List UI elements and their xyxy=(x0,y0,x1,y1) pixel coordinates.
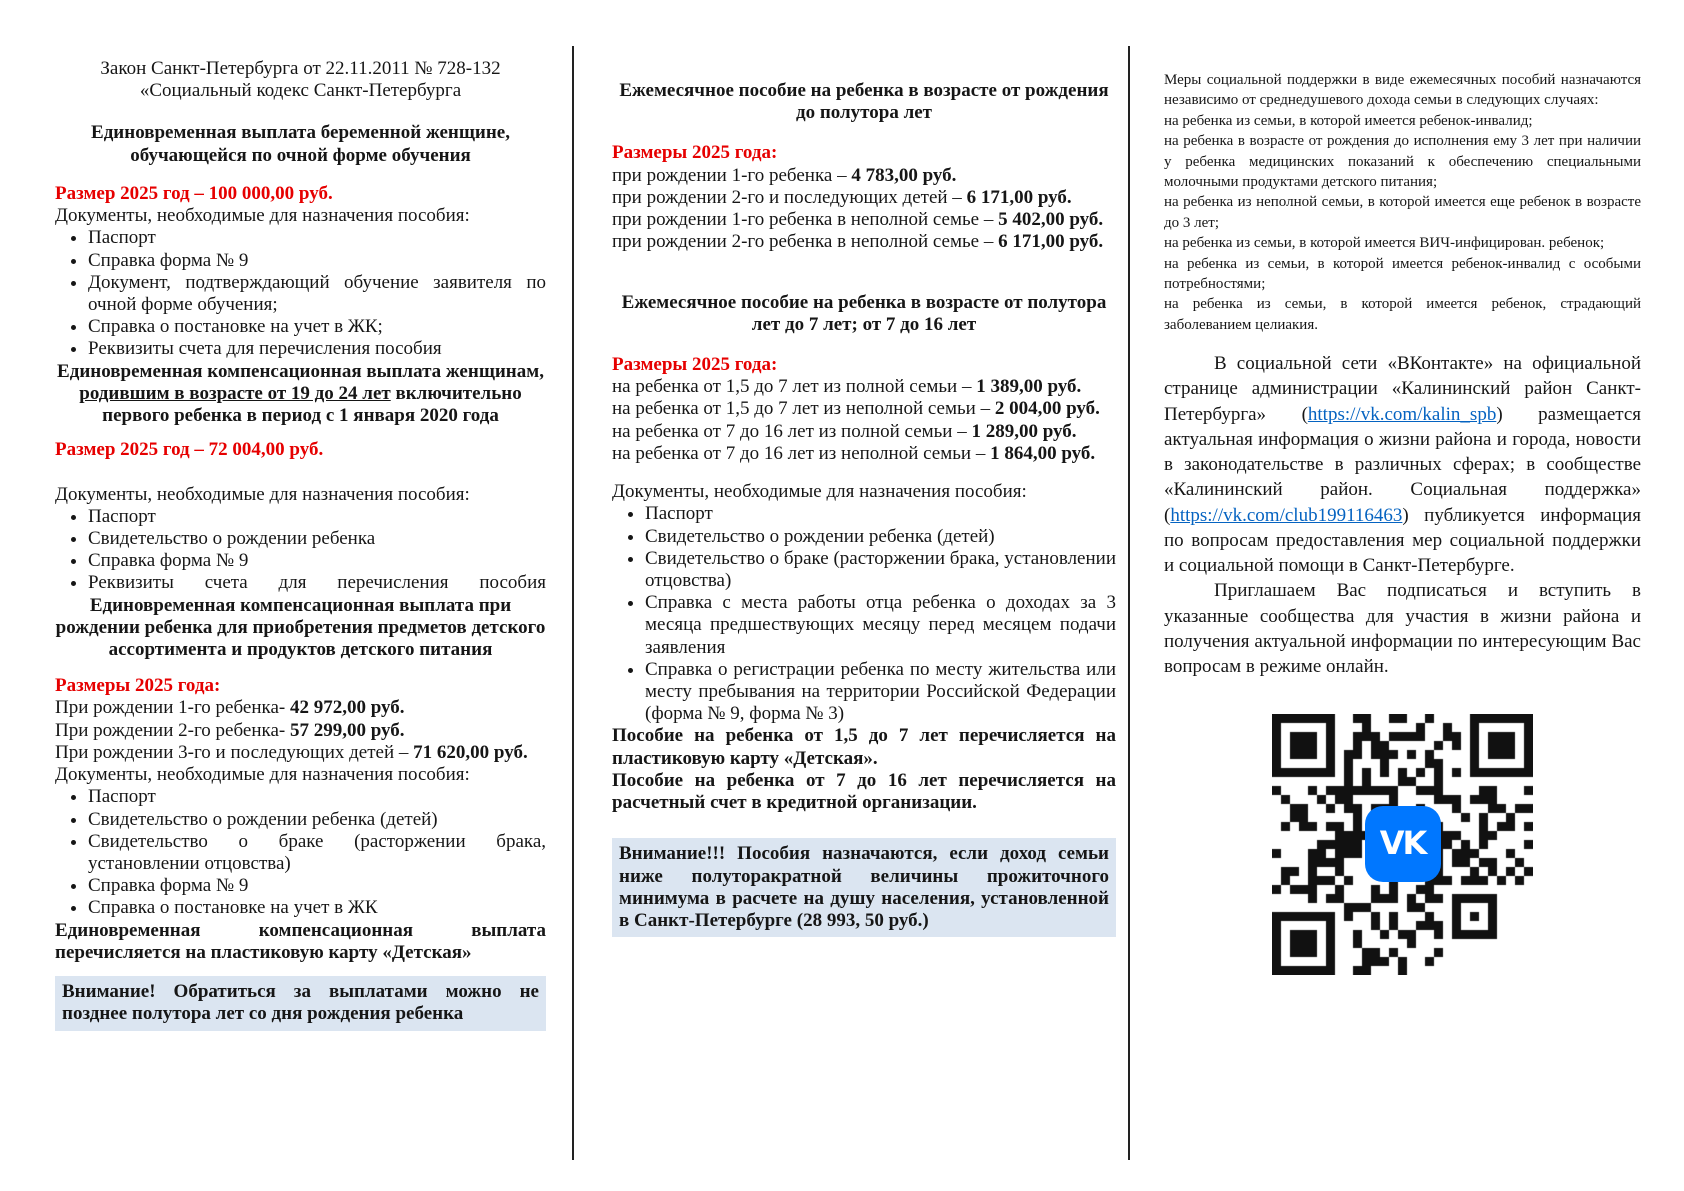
list-item: • Паспорт xyxy=(88,786,546,808)
vk-link-club[interactable]: https://vk.com/club199116463 xyxy=(1170,504,1403,526)
docs-list xyxy=(55,227,546,360)
list-item: • Паспорт xyxy=(645,503,1116,525)
list-item: • Свидетельство о рождении ребенка xyxy=(88,528,546,550)
docs-label: Документы, необходимые для назначения пособия: xyxy=(55,205,470,227)
size-lines xyxy=(612,376,1116,465)
size-line xyxy=(612,231,1116,253)
size-line xyxy=(612,398,1116,420)
vk-link-kalin[interactable]: https://vk.com/kalin_spb xyxy=(1307,403,1497,425)
size-line-text: При рождении 3-го и последующих детей – xyxy=(55,741,414,763)
size-line xyxy=(612,187,1116,209)
size-line xyxy=(612,209,1116,231)
size-line-text: При рождении 1-го ребенка- xyxy=(55,697,290,719)
transfer-note: Единовременная компенсационная выплата перечисляется на пластиковую карту «Детская» xyxy=(55,919,546,963)
docs-list xyxy=(612,503,1116,725)
amount-value: 42 972,00 руб. xyxy=(289,697,405,719)
size-line-text: на ребенка от 7 до 16 лет из неполной семьи – xyxy=(612,442,991,464)
transfer-note-card: Пособие на ребенка от 1,5 до 7 лет перечисляется на пластиковую карту «Детская». xyxy=(612,725,1116,769)
column-first xyxy=(55,58,546,1031)
intro-block xyxy=(1164,70,1641,335)
column-second xyxy=(612,80,1116,937)
list-item: • Справка форма № 9 xyxy=(88,875,546,897)
attention-note: Внимание!!! Пособия назначаются, если доход семьи ниже полуторакратной величины прожиточного минимума в расчете на душу населения, установленной в Санкт-Петербурге (28 993, 50 руб.) xyxy=(612,838,1116,937)
column-divider-right xyxy=(1128,46,1130,1160)
size-line-text: на ребенка от 7 до 16 лет из полной семьи – xyxy=(612,420,972,442)
sizes-label: Размеры 2025 года: xyxy=(612,353,778,375)
size-line-text: при рождении 2-го и последующих детей – xyxy=(612,186,967,208)
list-item: • Справка форма № 9 xyxy=(88,250,546,272)
amount-value: 4 783,00 руб. xyxy=(851,164,957,186)
list-item: • Свидетельство о браке (расторжении брака, установлении отцовства) xyxy=(88,831,546,875)
heading-underlined-text: родившим в возрасте от 19 до 24 лет xyxy=(79,382,391,404)
attention-note: Внимание! Обратиться за выплатами можно не позднее полутора лет со дня рождения ребенка xyxy=(55,976,546,1030)
intro-paragraph: на ребенка в возрасте от рождения до исполнения ему 3 лет при наличии у ребенка медицинских показаний к обеспечению специальными молочными продуктами детского питания; xyxy=(1164,133,1641,190)
size-line xyxy=(612,443,1116,465)
size-line xyxy=(55,742,546,764)
benefit-amount: Размер 2025 год – 100 000,00 руб. xyxy=(55,182,333,204)
size-lines xyxy=(55,697,546,764)
amount-value: 6 171,00 руб. xyxy=(966,186,1072,208)
intro-paragraph: на ребенка из неполной семьи, в которой имеется еще ребенок в возрасте до 3 лет; xyxy=(1164,194,1641,231)
section-heading-monthly-0-1-5: Ежемесячное пособие на ребенка в возрасте от рождения до полутора лет xyxy=(619,80,1109,124)
list-item: • Справка о постановке на учет в ЖК xyxy=(88,897,546,919)
size-lines xyxy=(612,165,1116,254)
vk-logo: VK xyxy=(1365,806,1441,882)
list-item: • Свидетельство о браке (расторжении брака, установлении отцовства) xyxy=(645,548,1116,592)
list-item: • Документ, подтверждающий обучение заявителя по очной форме обучения; xyxy=(88,272,546,316)
intro-paragraph: на ребенка из семьи, в которой имеется ребенок, страдающий заболеванием целиакия. xyxy=(1164,296,1641,333)
list-item: • Реквизиты счета для перечисления пособия xyxy=(88,338,546,360)
benefit-amount: Размер 2025 год – 72 004,00 руб. xyxy=(55,439,324,461)
size-line-text: на ребенка от 1,5 до 7 лет из полной семьи – xyxy=(612,376,977,398)
section-heading-birth-payment: Единовременная компенсационная выплата при рождении ребенка для приобретения предметов детского ассортимента и продуктов детского питания xyxy=(55,594,546,661)
amount-value: 1 289,00 руб. xyxy=(971,420,1077,442)
amount-value: 57 299,00 руб. xyxy=(289,719,405,741)
vk-paragraph xyxy=(1164,351,1641,578)
list-item: • Справка о постановке на учет в ЖК; xyxy=(88,316,546,338)
amount-value: 1 864,00 руб. xyxy=(990,442,1096,464)
size-line xyxy=(612,421,1116,443)
size-line xyxy=(612,376,1116,398)
amount-value: 2 004,00 руб. xyxy=(994,398,1100,420)
list-item: • Справка форма № 9 xyxy=(88,550,546,572)
amount-value: 6 171,00 руб. xyxy=(998,231,1104,253)
intro-paragraph: на ребенка из семьи, в которой имеется ребенок-инвалид с особыми потребностями; xyxy=(1164,255,1641,292)
vk-paragraph-text: ) публикуется информация по вопросам предоставления мер социальной поддержки и социальной помощи в Санкт-Петербурге. xyxy=(1164,504,1641,577)
list-item: • Справка с места работы отца ребенка о доходах за 3 месяца предшествующих месяцу перед месяцем подачи заявления xyxy=(645,592,1116,659)
vk-paragraph-text: ) размещается актуальная информация о жизни района и города, новости в законодательстве в различных сферах; в сообществе «Калининский район. Социальная поддержка» ( xyxy=(1164,403,1641,526)
heading-text: Единовременная компенсационная выплата женщинам, xyxy=(57,360,544,382)
list-item: • Справка о регистрации ребенка по месту жительства или месту пребывания на территории Российской Федерации (форма № 9, форма № 3) xyxy=(645,659,1116,726)
docs-list xyxy=(55,786,546,919)
law-title-line2: «Социальный кодекс Санкт-Петербурга xyxy=(139,80,462,102)
sizes-label: Размеры 2025 года: xyxy=(55,675,221,697)
column-third xyxy=(1164,70,1641,975)
vk-paragraph-text: В социальной сети «ВКонтакте» на официальной странице администрации «Калининский район Санкт-Петербурга» ( xyxy=(1164,353,1641,425)
list-item: • Свидетельство о рождении ребенка (детей) xyxy=(88,809,546,831)
size-line-text: на ребенка от 1,5 до 7 лет из неполной семьи – xyxy=(612,398,995,420)
intro-paragraph: на ребенка из семьи, в которой имеется ВИЧ-инфицирован. ребенок; xyxy=(1164,235,1605,252)
section-heading-19-24-payment xyxy=(55,361,546,428)
size-line xyxy=(55,697,546,719)
intro-paragraph: на ребенка из семьи, в которой имеется ребенок-инвалид; xyxy=(1164,112,1533,129)
column-divider-left xyxy=(572,46,574,1160)
section-heading-monthly-1-5-16: Ежемесячное пособие на ребенка в возрасте от полутора лет до 7 лет; от 7 до 16 лет xyxy=(621,291,1107,335)
law-title xyxy=(55,58,546,102)
docs-label: Документы, необходимые для назначения пособия: xyxy=(55,483,470,505)
size-line-text: при рождении 1-го ребенка – xyxy=(612,164,852,186)
list-item: • Реквизиты счета для перечисления пособия xyxy=(88,572,546,594)
size-line-text: при рождении 1-го ребенка в неполной семье – xyxy=(612,209,999,231)
docs-label: Документы, необходимые для назначения пособия: xyxy=(55,764,470,786)
list-item: • Свидетельство о рождении ребенка (детей) xyxy=(645,526,1116,548)
list-item: • Паспорт xyxy=(88,506,546,528)
size-line xyxy=(55,720,546,742)
vk-info-block xyxy=(1164,351,1641,679)
size-line-text: при рождении 2-го ребенка в неполной семье – xyxy=(612,231,999,253)
amount-value: 1 389,00 руб. xyxy=(976,376,1082,398)
transfer-note-account: Пособие на ребенка от 7 до 16 лет перечисляется на расчетный счет в кредитной организации. xyxy=(612,769,1116,814)
spacer xyxy=(55,462,546,484)
docs-label: Документы, необходимые для назначения пособия: xyxy=(612,481,1027,503)
intro-paragraph: Меры социальной поддержки в виде ежемесячных пособий назначаются независимо от среднедушевого дохода семьи в следующих случаях: xyxy=(1164,72,1641,109)
law-title-line1: Закон Санкт-Петербурга от 22.11.2011 № 728-132 xyxy=(100,58,501,79)
size-line-text: При рождении 2-го ребенка- xyxy=(55,719,290,741)
size-line xyxy=(612,165,1116,187)
amount-value: 71 620,00 руб. xyxy=(413,741,528,763)
list-item: • Паспорт xyxy=(88,227,546,249)
amount-value: 5 402,00 руб. xyxy=(998,209,1104,231)
docs-list xyxy=(55,506,546,595)
sizes-label: Размеры 2025 года: xyxy=(612,142,778,164)
qr-block xyxy=(1272,714,1533,975)
invite-paragraph: Приглашаем Вас подписаться и вступить в указанные сообщества для участия в жизни района и получения актуальной информации по интересующим Вас вопросам в режиме онлайн. xyxy=(1164,580,1641,678)
section-heading-pregnant-payment: Единовременная выплата беременной женщине, обучающейся по очной форме обучения xyxy=(91,122,510,166)
heading-text: включительно первого ребенка в период с 1 января 2020 года xyxy=(102,382,522,427)
